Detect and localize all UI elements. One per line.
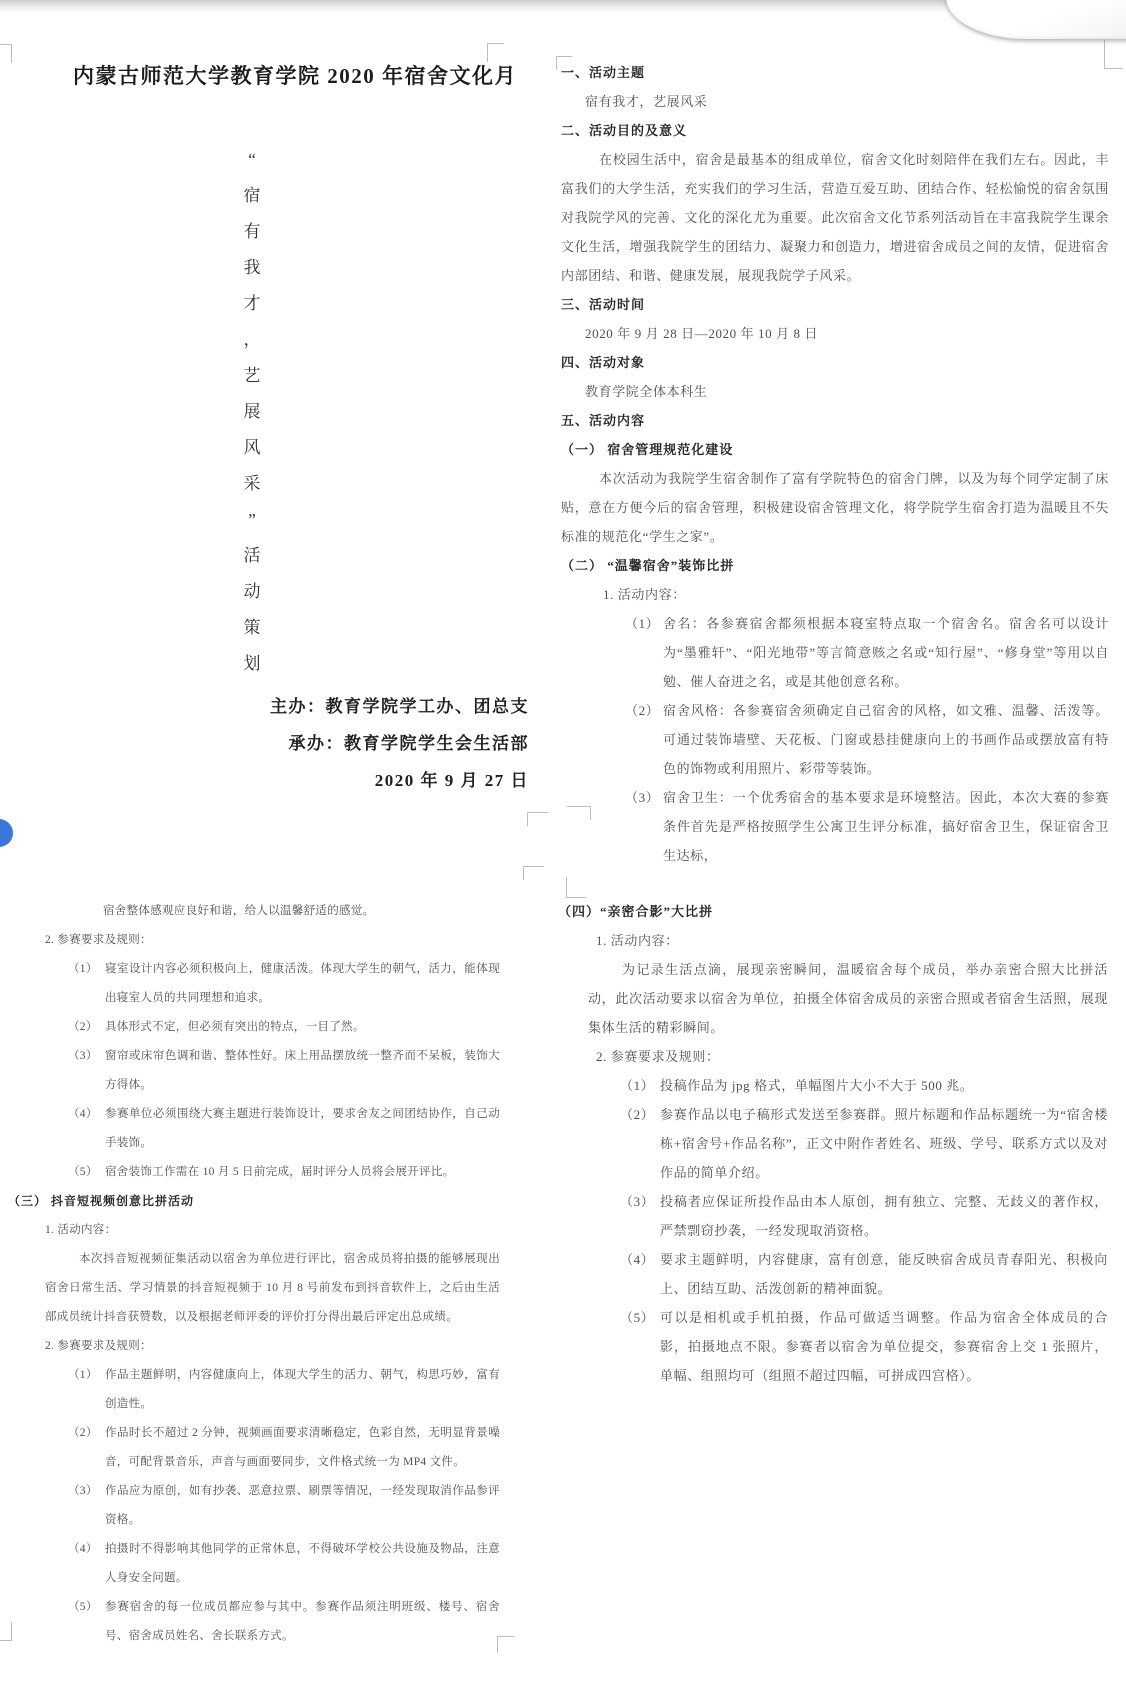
list-item-dorm-name <box>625 609 1109 696</box>
vertical-char: “ <box>248 150 256 169</box>
corner-mark <box>566 877 586 898</box>
document-title: 内蒙古师范大学教育学院 2020 年宿舍文化月 <box>73 64 517 88</box>
photo-contest-paragraph: 为记录生活点滴，展现亲密瞬间，温暖宿舍每个成员，举办亲密合照大比拼活动，此次活动要求以宿舍为单位，拍摄全体宿舍成员的亲密合照或者宿舍生活照，展现集体生活的精彩瞬间。 <box>588 962 1108 1035</box>
corner-mark <box>556 56 572 70</box>
list-item-dorm-style <box>625 696 1109 783</box>
vertical-char: 动 <box>243 582 261 601</box>
rule-item <box>68 1477 500 1535</box>
floating-blue-button[interactable] <box>0 819 13 847</box>
item-text: 拍摄时不得影响其他同学的正常休息，不得破坏学校公共设施及物品，注意人身安全问题。 <box>105 1543 500 1584</box>
item-text: 宿舍风格：各参赛宿舍须确定自己宿舍的风格，如文雅、温馨、活泼等。可通过装饰墙壁、天花板、门窗或悬挂健康向上的书画作品或摆放富有特色的饰物或利用照片、彩带等装饰。 <box>663 703 1109 776</box>
item-text: 窗帘或床帘色调和谐、整体性好。床上用品摆放统一整齐而不呆板，装饰大方得体。 <box>105 1050 500 1091</box>
item-number: （1） <box>68 963 98 975</box>
item-number: （2） <box>620 1107 655 1122</box>
item-number: （5） <box>68 1601 98 1613</box>
heading-time: 三、活动时间 <box>561 297 646 312</box>
rule-item <box>620 1071 1108 1100</box>
item-text: 可以是相机或手机拍摄，作品可做适当调整。作品为宿舍全体成员的合影，拍摄地点不限。参赛者以宿舍为单位提交，参赛宿舍上交 1 张照片，单幅、组照均可（组照不超过四幅，可拼成四宫格）。 <box>660 1310 1108 1383</box>
heading-purpose: 二、活动目的及意义 <box>561 123 688 138</box>
vertical-char: 宿 <box>243 186 261 205</box>
vertical-char: ” <box>248 510 256 529</box>
heading-content: 五、活动内容 <box>561 413 646 428</box>
item-number: （4） <box>68 1543 98 1555</box>
vertical-char: 展 <box>243 402 261 421</box>
item-number: （3） <box>68 1485 98 1497</box>
list-label-rules: 2. 参赛要求及规则： <box>45 934 152 946</box>
list-label-rules: 2. 参赛要求及规则： <box>596 1049 720 1064</box>
subheading-douyin-contest: （三） 抖音短视频创意比拼活动 <box>8 1194 195 1208</box>
list-label-activity-content: 1. 活动内容： <box>596 933 679 948</box>
item-text: 舍名：各参赛宿舍都须根据本寝室特点取一个宿舍名。宿舍名可以设计为“墨雅轩”、“阳光地带”等言简意赅之名或“知行屋”、“修身堂”等用以自勉、催人奋进之名，或是其他创意名称。 <box>663 616 1109 689</box>
rule-item <box>68 1042 500 1100</box>
list-label-activity-content: 1. 活动内容： <box>603 587 686 602</box>
item-text: 投稿作品为 jpg 格式，单幅图片大小不大于 500 兆。 <box>660 1078 974 1093</box>
item-text: 要求主题鲜明，内容健康，富有创意，能反映宿舍成员青春阳光、积极向上、团结互助、活泼创新的精神面貌。 <box>660 1252 1108 1296</box>
item-number: （5） <box>68 1166 98 1178</box>
item-number: （4） <box>620 1252 655 1267</box>
page-1-cover <box>10 30 529 815</box>
vertical-char: 策 <box>243 618 261 637</box>
activity-theme-text: 宿有我才，艺展风采 <box>585 94 708 109</box>
corner-mark <box>0 44 12 63</box>
item-number: （1） <box>625 616 660 631</box>
subheading-photo-contest: （四）“亲密合影”大比拼 <box>558 904 714 919</box>
item-text: 具体形式不定，但必须有突出的特点，一目了然。 <box>105 1021 365 1033</box>
item-text: 寝室设计内容必须积极向上，健康活泼。体现大学生的朝气，活力，能体现出寝室人员的共同理想和追求。 <box>105 963 500 1004</box>
undertaker-line: 承办：教育学院学生会生活部 <box>288 734 529 753</box>
subheading-decoration-contest: （二） “温馨宿舍”装饰比拼 <box>561 558 735 573</box>
rule-item <box>620 1245 1108 1303</box>
item-text: 宿舍卫生：一个优秀宿舍的基本要求是环境整洁。因此，本次大赛的参赛条件首先是严格按照学生公寓卫生评分标准，搞好宿舍卫生，保证宿舍卫生达标， <box>663 790 1109 863</box>
vertical-char: 采 <box>243 474 261 493</box>
corner-mark <box>523 866 544 880</box>
corner-mark <box>567 806 591 820</box>
rule-item <box>620 1100 1108 1187</box>
corner-mark <box>487 43 504 62</box>
item-number: （5） <box>620 1310 655 1325</box>
item-number: （2） <box>68 1427 98 1439</box>
vertical-char: 风 <box>243 438 261 457</box>
vertical-char: 划 <box>243 654 261 673</box>
item-number: （2） <box>68 1021 98 1033</box>
rule-item <box>620 1303 1108 1390</box>
vertical-char: 我 <box>243 258 261 277</box>
rule-item <box>68 1419 500 1477</box>
item-number: （3） <box>620 1194 655 1209</box>
corner-mark <box>497 1636 514 1653</box>
item-text: 作品时长不超过 2 分钟，视频画面要求清晰稳定，色彩自然，无明显背景噪音，可配背景音乐，声音与画面要同步，文件格式统一为 MP4 文件。 <box>105 1427 500 1468</box>
item-number: （1） <box>620 1078 655 1093</box>
douyin-paragraph: 本次抖音短视频征集活动以宿舍为单位进行评比，宿舍成员将拍摄的能够展现出宿舍日常生活、学习情景的抖音短视频于 10 月 8 号前发布到抖音软件上，之后由生活部成员统计抖音获赞数，以及根据老师评委的评价打分得出最后评定出总成绩。 <box>45 1253 500 1323</box>
heading-target: 四、活动对象 <box>561 355 646 370</box>
item-text: 参赛单位必须围绕大赛主题进行装饰设计，要求舍友之间团结协作，自己动手装饰。 <box>105 1108 500 1149</box>
item-text: 参赛作品以电子稿形式发送至参赛群。照片标题和作品标题统一为“宿舍楼栋+宿舍号+作品名称”，正文中附作者姓名、班级、学号、联系方式以及对作品的简单介绍。 <box>660 1107 1108 1180</box>
item-text: 宿舍装饰工作需在 10 月 5 日前完成，届时评分人员将会展开评比。 <box>105 1166 455 1178</box>
target-text: 教育学院全体本科生 <box>585 384 708 399</box>
item-number: （3） <box>625 790 660 805</box>
cover-vertical-theme <box>240 142 264 682</box>
vertical-char: ， <box>243 330 261 349</box>
item-text: 作品主题鲜明，内容健康向上，体现大学生的活力、朝气，构思巧妙，富有创造性。 <box>105 1369 500 1410</box>
item-text: 投稿者应保证所投作品由本人原创，拥有独立、完整、无歧义的著作权，严禁剽窃抄袭，一经发现取消资格。 <box>660 1194 1108 1238</box>
vertical-char: 有 <box>243 222 261 241</box>
carryover-text: 宿舍整体感观应良好和谐，给人以温馨舒适的感觉。 <box>103 905 375 917</box>
subheading-dorm-management: （一） 宿舍管理规范化建设 <box>561 442 734 457</box>
cover-footer <box>229 688 529 799</box>
rule-item <box>620 1187 1108 1245</box>
rule-item <box>68 1158 500 1187</box>
item-number: （3） <box>68 1050 98 1062</box>
item-text: 参赛宿舍的每一位成员都应参与其中。参赛作品须注明班级、楼号、宿舍号、宿舍成员姓名、舍长联系方式。 <box>105 1601 500 1642</box>
rule-item <box>68 1593 500 1651</box>
corner-mark <box>0 1622 12 1641</box>
rule-item <box>68 1535 500 1593</box>
rule-item <box>68 1013 500 1042</box>
page-4 <box>553 845 1108 1702</box>
organizer-line: 主办：教育学院学工办、团总支 <box>270 697 529 716</box>
corner-mark <box>1104 40 1123 69</box>
vertical-char: 活 <box>243 546 261 565</box>
rule-item <box>68 1100 500 1158</box>
item-number: （4） <box>68 1108 98 1120</box>
vertical-char: 才 <box>243 294 261 313</box>
page-3 <box>8 845 500 1702</box>
rule-item <box>68 955 500 1013</box>
rule-item <box>68 1361 500 1419</box>
time-text: 2020 年 9 月 28 日—2020 年 10 月 8 日 <box>585 326 819 341</box>
corner-mark <box>527 812 548 826</box>
item-number: （2） <box>625 703 660 718</box>
heading-activity-theme: 一、活动主题 <box>561 65 646 80</box>
page-2 <box>553 30 1109 863</box>
vertical-char: 艺 <box>243 366 261 385</box>
list-label-activity-content: 1. 活动内容： <box>45 1224 117 1236</box>
purpose-paragraph: 在校园生活中，宿舍是最基本的组成单位，宿舍文化时刻陪伴在我们左右。因此，丰富我们的大学生活，充实我们的学习生活，营造互爱互助、团结合作、轻松愉悦的宿舍氛围对我院学风的完善、文化的深化尤为重要。此次宿舍文化节系列活动旨在丰富我院学生课余文化生活，增强我院学生的团结力、凝聚力和创造力，增进宿舍成员之间的友情，促进宿舍内部团结、和谐、健康发展，展现我院学子风采。 <box>561 152 1109 283</box>
list-label-rules: 2. 参赛要求及规则： <box>45 1340 152 1352</box>
item-number: （1） <box>68 1369 98 1381</box>
cover-date: 2020 年 9 月 27 日 <box>374 771 529 790</box>
item-text: 作品应为原创，如有抄袭、恶意拉票、刷票等情况，一经发现取消作品参评资格。 <box>105 1485 500 1526</box>
dorm-management-paragraph: 本次活动为我院学生宿舍制作了富有学院特色的宿舍门牌，以及为每个同学定制了床贴，意在方便今后的宿舍管理，积极建设宿舍管理文化，将学院学生宿舍打造为温暖且不失标准的规范化“学生之家”。 <box>561 471 1109 544</box>
